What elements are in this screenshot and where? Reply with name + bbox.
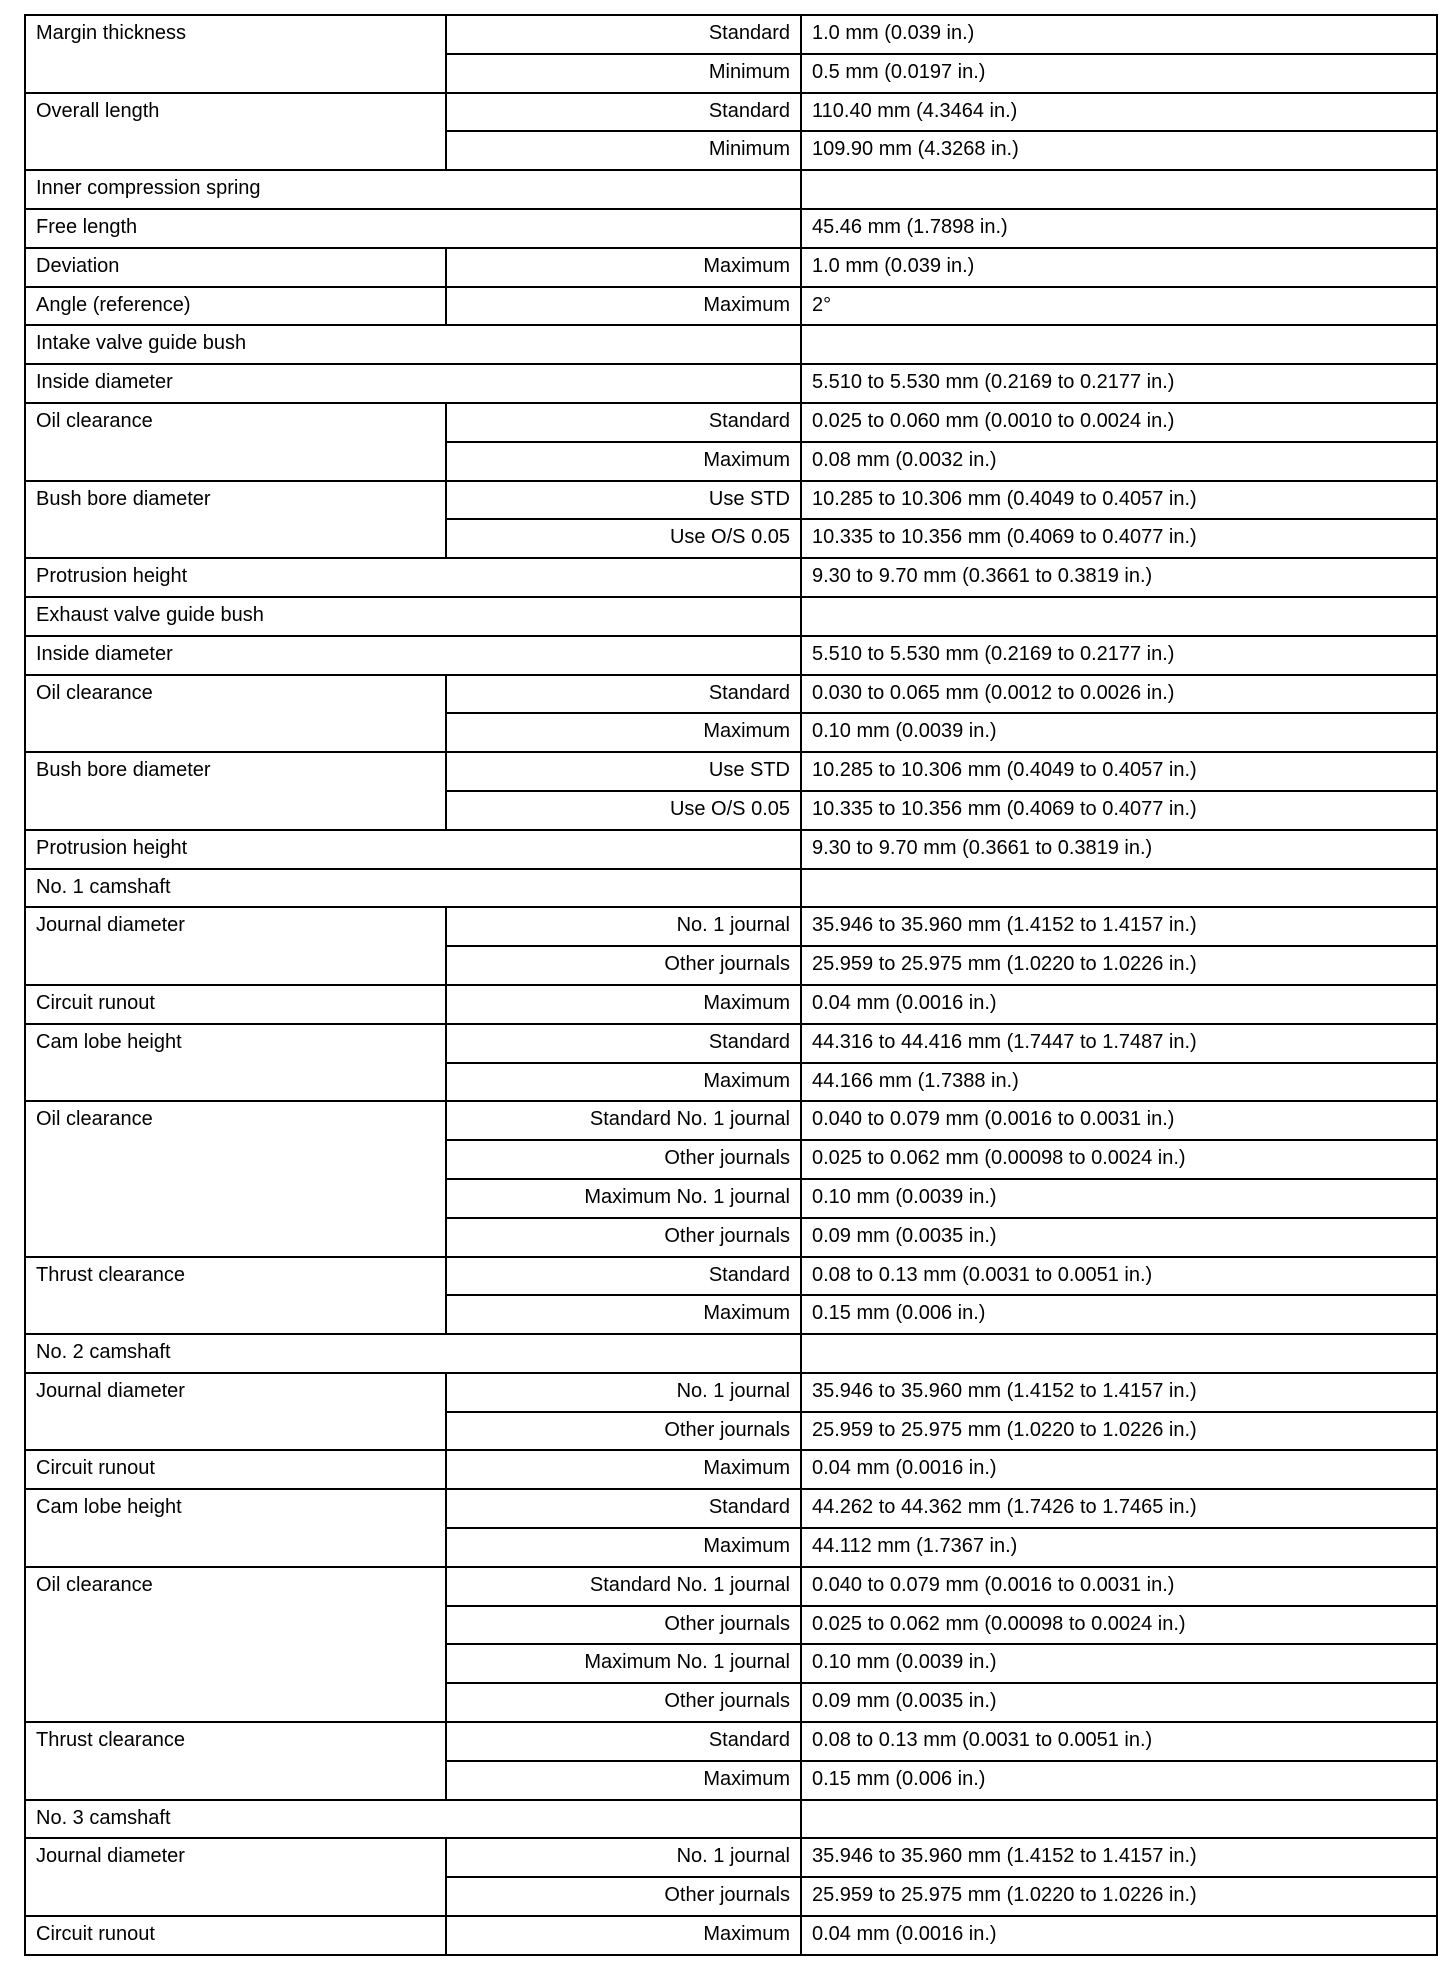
spec-value: 0.025 to 0.062 mm (0.00098 to 0.0024 in.) — [801, 1140, 1437, 1179]
spec-value: 0.04 mm (0.0016 in.) — [801, 1450, 1437, 1489]
spec-row — [25, 364, 1437, 403]
spec-condition: Standard — [446, 93, 801, 132]
item-label: Oil clearance — [25, 675, 446, 753]
section-heading: No. 1 camshaft — [25, 869, 801, 908]
item-label: Inside diameter — [25, 636, 801, 675]
spec-value: 44.112 mm (1.7367 in.) — [801, 1528, 1437, 1567]
spec-value: 0.04 mm (0.0016 in.) — [801, 985, 1437, 1024]
spec-value: 0.08 mm (0.0032 in.) — [801, 442, 1437, 481]
spec-row — [25, 15, 1437, 54]
spec-condition: Other journals — [446, 1218, 801, 1257]
spec-value — [801, 170, 1437, 209]
item-label: Cam lobe height — [25, 1024, 446, 1102]
spec-value: 44.166 mm (1.7388 in.) — [801, 1063, 1437, 1102]
spec-value: 35.946 to 35.960 mm (1.4152 to 1.4157 in.) — [801, 1373, 1437, 1412]
spec-value: 0.15 mm (0.006 in.) — [801, 1761, 1437, 1800]
spec-condition: Standard — [446, 1257, 801, 1296]
section-heading: Exhaust valve guide bush — [25, 597, 801, 636]
item-label: Oil clearance — [25, 1101, 446, 1256]
spec-condition: Standard — [446, 1489, 801, 1528]
spec-condition: Maximum — [446, 442, 801, 481]
spec-condition: Use STD — [446, 752, 801, 791]
spec-value: 5.510 to 5.530 mm (0.2169 to 0.2177 in.) — [801, 364, 1437, 403]
spec-row — [25, 1722, 1437, 1761]
spec-condition: No. 1 journal — [446, 907, 801, 946]
spec-value: 0.08 to 0.13 mm (0.0031 to 0.0051 in.) — [801, 1722, 1437, 1761]
spec-value: 10.285 to 10.306 mm (0.4049 to 0.4057 in.) — [801, 481, 1437, 520]
item-label: Thrust clearance — [25, 1257, 446, 1335]
spec-condition: Minimum — [446, 131, 801, 170]
section-heading-row — [25, 325, 1437, 364]
spec-condition: Other journals — [446, 946, 801, 985]
spec-condition: Maximum No. 1 journal — [446, 1179, 801, 1218]
spec-row — [25, 287, 1437, 326]
spec-condition: Maximum — [446, 248, 801, 287]
spec-value: 0.10 mm (0.0039 in.) — [801, 713, 1437, 752]
spec-value: 0.09 mm (0.0035 in.) — [801, 1218, 1437, 1257]
spec-value: 0.030 to 0.065 mm (0.0012 to 0.0026 in.) — [801, 675, 1437, 714]
item-label: Oil clearance — [25, 403, 446, 481]
item-label: Protrusion height — [25, 558, 801, 597]
spec-value: 0.08 to 0.13 mm (0.0031 to 0.0051 in.) — [801, 1257, 1437, 1296]
spec-value: 0.10 mm (0.0039 in.) — [801, 1644, 1437, 1683]
spec-value: 25.959 to 25.975 mm (1.0220 to 1.0226 in.) — [801, 1412, 1437, 1451]
spec-condition: Standard No. 1 journal — [446, 1101, 801, 1140]
spec-table — [24, 14, 1438, 1956]
spec-table-body — [25, 15, 1437, 1955]
spec-row — [25, 209, 1437, 248]
spec-condition: Maximum — [446, 1450, 801, 1489]
spec-condition: Minimum — [446, 54, 801, 93]
spec-value: 0.15 mm (0.006 in.) — [801, 1295, 1437, 1334]
spec-row — [25, 1257, 1437, 1296]
spec-row — [25, 558, 1437, 597]
item-label: Bush bore diameter — [25, 481, 446, 559]
spec-value: 0.10 mm (0.0039 in.) — [801, 1179, 1437, 1218]
spec-value: 0.025 to 0.062 mm (0.00098 to 0.0024 in.) — [801, 1606, 1437, 1645]
spec-value: 25.959 to 25.975 mm (1.0220 to 1.0226 in.) — [801, 1877, 1437, 1916]
spec-value: 1.0 mm (0.039 in.) — [801, 248, 1437, 287]
item-label: Overall length — [25, 93, 446, 171]
section-heading-row — [25, 1334, 1437, 1373]
spec-row — [25, 1838, 1437, 1877]
spec-value: 110.40 mm (4.3464 in.) — [801, 93, 1437, 132]
spec-value: 109.90 mm (4.3268 in.) — [801, 131, 1437, 170]
item-label: Oil clearance — [25, 1567, 446, 1722]
spec-value: 2° — [801, 287, 1437, 326]
spec-condition: Other journals — [446, 1140, 801, 1179]
section-heading-row — [25, 869, 1437, 908]
item-label: Deviation — [25, 248, 446, 287]
section-heading-row — [25, 170, 1437, 209]
spec-condition: Maximum — [446, 1063, 801, 1102]
spec-row — [25, 1916, 1437, 1955]
item-label: Circuit runout — [25, 985, 446, 1024]
spec-value — [801, 597, 1437, 636]
item-label: Journal diameter — [25, 907, 446, 985]
spec-value: 45.46 mm (1.7898 in.) — [801, 209, 1437, 248]
spec-value: 5.510 to 5.530 mm (0.2169 to 0.2177 in.) — [801, 636, 1437, 675]
spec-condition: Standard — [446, 1722, 801, 1761]
spec-value: 44.316 to 44.416 mm (1.7447 to 1.7487 in.) — [801, 1024, 1437, 1063]
spec-row — [25, 1450, 1437, 1489]
spec-value: 0.040 to 0.079 mm (0.0016 to 0.0031 in.) — [801, 1101, 1437, 1140]
item-label: Protrusion height — [25, 830, 801, 869]
spec-condition: Maximum — [446, 1528, 801, 1567]
spec-condition: Maximum — [446, 287, 801, 326]
spec-value — [801, 869, 1437, 908]
spec-value: 0.09 mm (0.0035 in.) — [801, 1683, 1437, 1722]
spec-value: 9.30 to 9.70 mm (0.3661 to 0.3819 in.) — [801, 830, 1437, 869]
section-heading-row — [25, 1800, 1437, 1839]
spec-row — [25, 985, 1437, 1024]
spec-condition: Standard — [446, 15, 801, 54]
section-heading-row — [25, 597, 1437, 636]
item-label: Cam lobe height — [25, 1489, 446, 1567]
item-label: Circuit runout — [25, 1916, 446, 1955]
spec-condition: Standard — [446, 1024, 801, 1063]
spec-row — [25, 636, 1437, 675]
spec-row — [25, 1489, 1437, 1528]
spec-value: 0.04 mm (0.0016 in.) — [801, 1916, 1437, 1955]
spec-value — [801, 1800, 1437, 1839]
item-label: Journal diameter — [25, 1373, 446, 1451]
spec-value: 0.5 mm (0.0197 in.) — [801, 54, 1437, 93]
spec-row — [25, 1567, 1437, 1606]
spec-condition: No. 1 journal — [446, 1838, 801, 1877]
spec-row — [25, 248, 1437, 287]
spec-value: 10.335 to 10.356 mm (0.4069 to 0.4077 in.) — [801, 519, 1437, 558]
spec-condition: No. 1 journal — [446, 1373, 801, 1412]
item-label: Circuit runout — [25, 1450, 446, 1489]
spec-row — [25, 403, 1437, 442]
spec-value: 1.0 mm (0.039 in.) — [801, 15, 1437, 54]
spec-condition: Maximum — [446, 985, 801, 1024]
spec-value: 0.040 to 0.079 mm (0.0016 to 0.0031 in.) — [801, 1567, 1437, 1606]
spec-condition: Use O/S 0.05 — [446, 791, 801, 830]
spec-row — [25, 752, 1437, 791]
spec-value: 35.946 to 35.960 mm (1.4152 to 1.4157 in.) — [801, 1838, 1437, 1877]
spec-value: 44.262 to 44.362 mm (1.7426 to 1.7465 in.) — [801, 1489, 1437, 1528]
spec-row — [25, 1101, 1437, 1140]
section-heading: Intake valve guide bush — [25, 325, 801, 364]
spec-condition: Maximum — [446, 1295, 801, 1334]
spec-value: 35.946 to 35.960 mm (1.4152 to 1.4157 in.) — [801, 907, 1437, 946]
section-heading: No. 3 camshaft — [25, 1800, 801, 1839]
spec-condition: Other journals — [446, 1683, 801, 1722]
spec-condition: Standard No. 1 journal — [446, 1567, 801, 1606]
spec-row — [25, 830, 1437, 869]
spec-condition: Standard — [446, 675, 801, 714]
spec-condition: Other journals — [446, 1412, 801, 1451]
item-label: Journal diameter — [25, 1838, 446, 1916]
item-label: Thrust clearance — [25, 1722, 446, 1800]
spec-row — [25, 1024, 1437, 1063]
spec-value: 0.025 to 0.060 mm (0.0010 to 0.0024 in.) — [801, 403, 1437, 442]
spec-value: 25.959 to 25.975 mm (1.0220 to 1.0226 in.) — [801, 946, 1437, 985]
spec-row — [25, 1373, 1437, 1412]
spec-condition: Use STD — [446, 481, 801, 520]
spec-condition: Maximum No. 1 journal — [446, 1644, 801, 1683]
section-heading: Inner compression spring — [25, 170, 801, 209]
spec-row — [25, 675, 1437, 714]
item-label: Bush bore diameter — [25, 752, 446, 830]
item-label: Free length — [25, 209, 801, 248]
spec-row — [25, 93, 1437, 132]
spec-condition: Standard — [446, 403, 801, 442]
spec-condition: Use O/S 0.05 — [446, 519, 801, 558]
spec-value: 10.335 to 10.356 mm (0.4069 to 0.4077 in.) — [801, 791, 1437, 830]
spec-row — [25, 481, 1437, 520]
spec-row — [25, 907, 1437, 946]
spec-value: 10.285 to 10.306 mm (0.4049 to 0.4057 in.) — [801, 752, 1437, 791]
item-label: Inside diameter — [25, 364, 801, 403]
spec-value — [801, 325, 1437, 364]
item-label: Margin thickness — [25, 15, 446, 93]
spec-condition: Maximum — [446, 713, 801, 752]
spec-condition: Other journals — [446, 1877, 801, 1916]
spec-value — [801, 1334, 1437, 1373]
spec-condition: Maximum — [446, 1761, 801, 1800]
section-heading: No. 2 camshaft — [25, 1334, 801, 1373]
item-label: Angle (reference) — [25, 287, 446, 326]
spec-value: 9.30 to 9.70 mm (0.3661 to 0.3819 in.) — [801, 558, 1437, 597]
spec-condition: Other journals — [446, 1606, 801, 1645]
spec-condition: Maximum — [446, 1916, 801, 1955]
